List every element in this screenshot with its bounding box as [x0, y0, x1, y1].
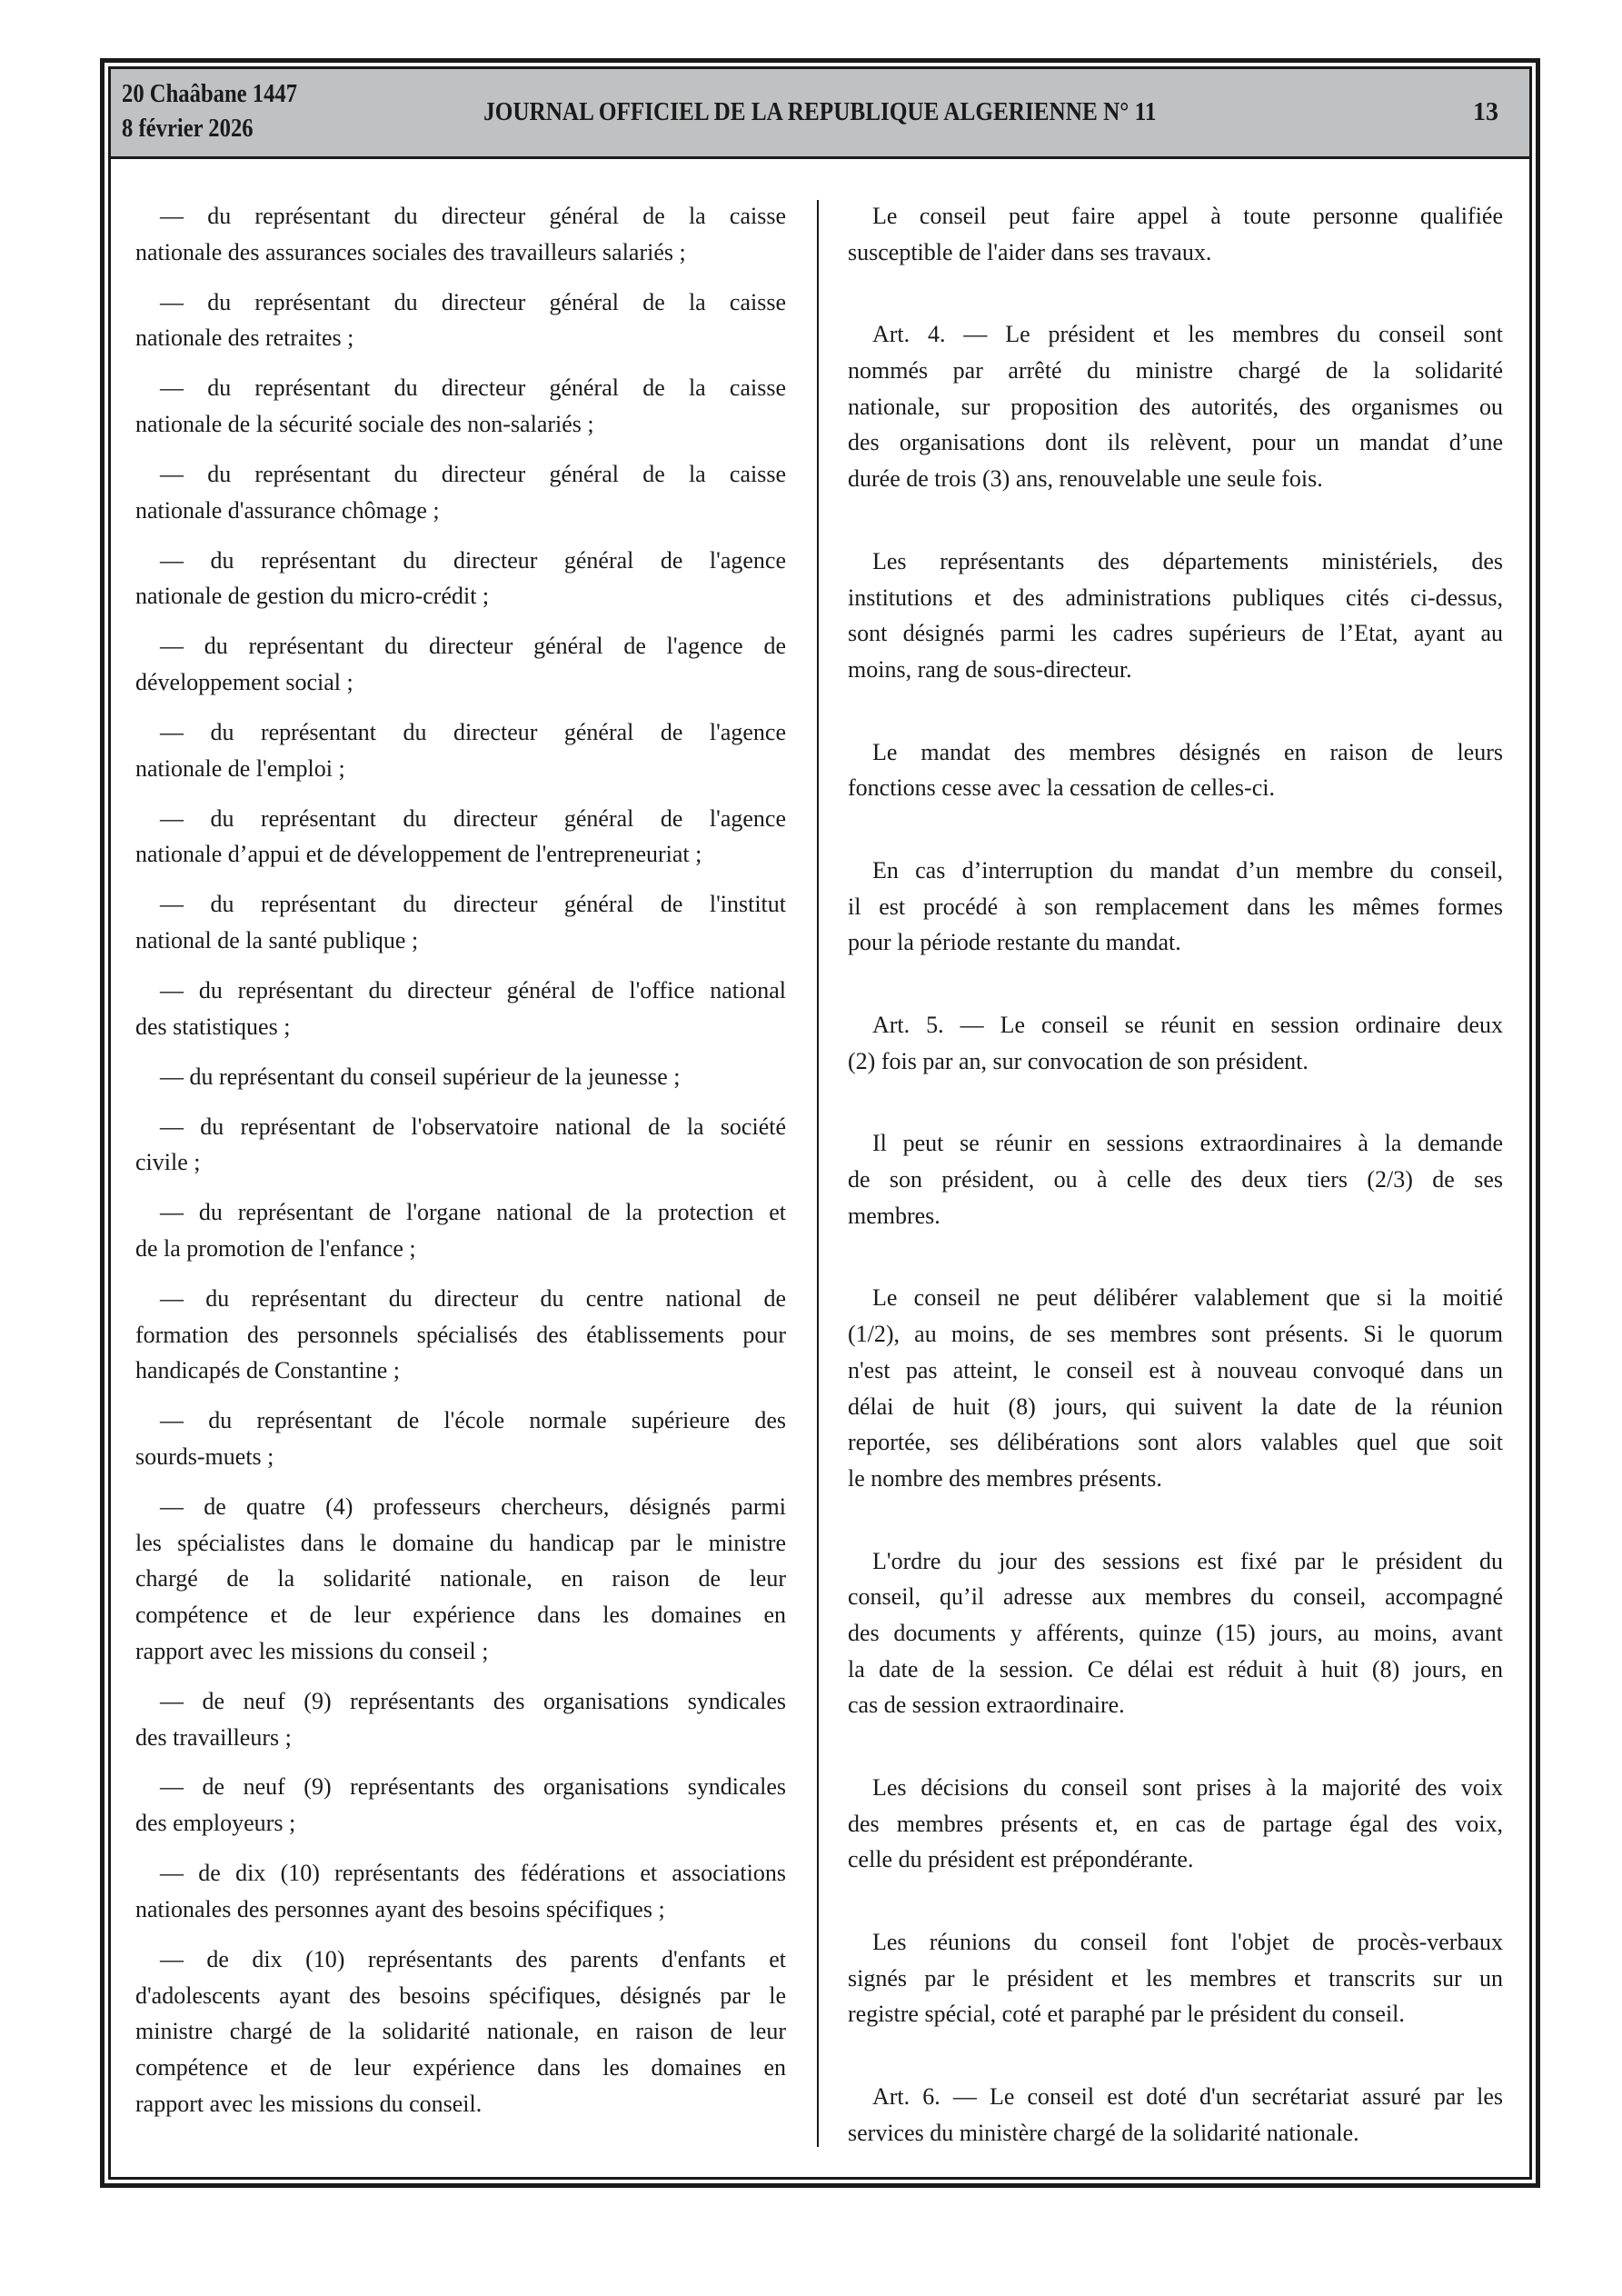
text-line-content: — du représentant de l'observatoire national de la société	[160, 1113, 786, 1140]
text-line	[135, 2050, 786, 2086]
text-line	[135, 2013, 786, 2050]
text-line-content: développement social ;	[135, 669, 353, 696]
paragraph	[135, 1489, 786, 1669]
text-line-content: durée de trois (3) ans, renouvelable une seule fois.	[848, 465, 1323, 493]
text-line	[135, 456, 786, 493]
text-line-content: Art. 4. — Le président et les membres du conseil sont	[872, 321, 1503, 348]
text-line	[135, 2086, 786, 2122]
text-line	[848, 1579, 1503, 1615]
text-line	[848, 1652, 1503, 1688]
text-line-content: Art. 5. — Le conseil se réunit en session ordinaire deux	[872, 1012, 1503, 1038]
text-line	[135, 1942, 786, 1978]
text-line	[135, 578, 786, 614]
text-line-content: des employeurs ;	[135, 1810, 296, 1837]
text-line-content: — du représentant du directeur général de la caisse	[160, 374, 786, 402]
text-line-content: nationale, sur proposition des autorités, des organismes ou	[848, 393, 1503, 420]
text-line-content: — du représentant du directeur général de l'agence	[160, 546, 786, 574]
text-line-content: — du représentant du directeur général de l'institut	[160, 891, 786, 918]
paragraph	[135, 198, 786, 270]
paragraph	[135, 886, 786, 958]
text-line-content: nommés par arrêté du ministre chargé de la solidarité	[848, 357, 1503, 384]
text-line-content: — du représentant du directeur général de la caisse	[160, 288, 786, 315]
text-line	[848, 580, 1503, 616]
text-line	[848, 389, 1503, 425]
text-line-content: ministre chargé de la solidarité nationale, en raison de leur	[135, 2018, 786, 2045]
paragraph	[135, 801, 786, 873]
text-line	[848, 889, 1503, 925]
text-line-content: cas de session extraordinaire.	[848, 1692, 1125, 1719]
paragraph	[135, 1109, 786, 1181]
text-line-content: nationale de gestion du micro-crédit ;	[135, 583, 490, 610]
text-line-content: des organisations dont ils relèvent, pour un mandat d’une	[848, 429, 1503, 456]
text-line-content: (1/2), au moins, de ses membres sont présents. Si le quorum	[848, 1321, 1503, 1348]
text-line-content: Le mandat des membres désignés en raison de leurs	[872, 738, 1503, 765]
paragraph	[135, 973, 786, 1044]
text-line-content: sourds-muets ;	[135, 1443, 274, 1471]
text-line-content: nationale d’appui et de développement de l'entrepreneuriat ;	[135, 841, 702, 868]
text-line	[135, 1633, 786, 1670]
text-line-content: nationale de l'emploi ;	[135, 754, 345, 782]
text-line-content: Le conseil peut faire appel à toute personne qualifiée	[872, 203, 1503, 229]
text-line	[135, 714, 786, 751]
hijri-date: 20 Chaâbane 1447	[122, 80, 298, 108]
text-line	[135, 1683, 786, 1720]
text-line-content: formation des personnels spécialisés des établissements pour	[135, 1321, 786, 1348]
text-line-content: Il peut se réunir en sessions extraordinaires à la demande	[872, 1130, 1503, 1157]
text-line	[848, 770, 1503, 806]
text-line	[848, 1043, 1503, 1080]
text-line	[135, 801, 786, 837]
text-line	[848, 1842, 1503, 1878]
text-line-content: les spécialistes dans le domaine du handicap par le ministre	[135, 1529, 786, 1556]
text-line-content: compétence et de leur expérience dans les domaines en	[135, 1602, 786, 1629]
text-line	[135, 1317, 786, 1353]
text-line-content: — du représentant du directeur général de l'agence	[160, 804, 786, 832]
text-line-content: il est procédé à son remplacement dans les mêmes formes	[848, 893, 1503, 920]
paragraph	[848, 1543, 1503, 1723]
text-line	[848, 1961, 1503, 1997]
text-line	[848, 1280, 1503, 1316]
text-line	[848, 1389, 1503, 1425]
paragraph	[135, 714, 786, 786]
text-line	[135, 1525, 786, 1562]
paragraph	[848, 316, 1503, 496]
text-line	[848, 1316, 1503, 1353]
text-line	[135, 886, 786, 923]
text-line	[848, 2115, 1503, 2151]
text-line-content: — de quatre (4) professeurs chercheurs, désignés parmi	[160, 1493, 786, 1521]
text-line-content: Les réunions du conseil font l'objet de procès-verbaux	[872, 1929, 1503, 1956]
journal-header	[111, 69, 1529, 159]
text-line	[135, 1489, 786, 1525]
text-line-content: national de la santé publique ;	[135, 927, 419, 954]
paragraph	[135, 285, 786, 356]
paragraph	[135, 628, 786, 700]
text-line-content: moins, rang de sous-directeur.	[848, 655, 1132, 683]
paragraph	[135, 1769, 786, 1841]
text-line	[135, 1403, 786, 1439]
paragraph	[848, 853, 1503, 961]
text-line	[848, 1770, 1503, 1806]
text-line	[135, 1009, 786, 1045]
text-line	[848, 1615, 1503, 1652]
text-line-content: nationale d'assurance chômage ;	[135, 496, 440, 524]
paragraph	[848, 1924, 1503, 2032]
text-line	[848, 1924, 1503, 1961]
text-line	[848, 734, 1503, 771]
paragraph	[848, 1007, 1503, 1079]
text-line-content: handicapés de Constantine ;	[135, 1357, 400, 1384]
text-line-content: délai de huit (8) jours, qui suivent la date de la réunion	[848, 1393, 1503, 1420]
text-line-content: n'est pas atteint, le conseil est à nouveau convoqué dans un	[848, 1356, 1503, 1383]
text-line	[848, 461, 1503, 497]
text-line	[848, 1125, 1503, 1162]
paragraph	[135, 1194, 786, 1266]
text-line-content: reportée, ses délibérations sont alors valables quel que soit	[848, 1429, 1503, 1456]
gregorian-date: 8 février 2026	[122, 115, 254, 143]
text-line	[848, 198, 1503, 235]
text-line-content: Le conseil ne peut délibérer valablement que si la moitié	[872, 1284, 1503, 1312]
text-line	[848, 1996, 1503, 2032]
paragraph	[848, 1125, 1503, 1233]
text-line	[135, 1769, 786, 1805]
text-line-content: compétence et de leur expérience dans les domaines en	[135, 2053, 786, 2081]
text-line	[848, 424, 1503, 461]
paragraph	[848, 734, 1503, 806]
text-line-content: rapport avec les missions du conseil.	[135, 2090, 483, 2117]
text-line	[135, 1059, 786, 1095]
text-line-content: — du représentant du directeur général de l'agence	[160, 719, 786, 746]
text-line	[848, 1162, 1503, 1198]
text-line	[135, 1978, 786, 2014]
text-line	[135, 628, 786, 664]
text-line	[135, 370, 786, 406]
paragraph	[135, 1059, 786, 1095]
text-line-content: En cas d’interruption du mandat d’un membre du conseil,	[872, 856, 1503, 883]
journal-title-text: JOURNAL OFFICIEL DE LA REPUBLIQUE ALGERIENNE N° 11	[483, 98, 1157, 126]
text-line	[135, 836, 786, 873]
text-line	[848, 2079, 1503, 2115]
text-line-content: — du représentant du directeur général de l'office national	[160, 977, 786, 1004]
text-line	[135, 235, 786, 271]
page-number: 13	[1473, 98, 1498, 126]
text-line	[135, 1231, 786, 1267]
paragraph	[135, 456, 786, 528]
text-line	[135, 493, 786, 529]
text-line-content: membres.	[848, 1202, 940, 1229]
text-line	[848, 316, 1503, 353]
paragraph	[135, 543, 786, 614]
text-line-content: (2) fois par an, sur convocation de son président.	[848, 1047, 1309, 1074]
text-line	[848, 1353, 1503, 1389]
text-line-content: — de neuf (9) représentants des organisations syndicales	[160, 1687, 786, 1714]
text-line-content: des documents y afférents, quinze (15) jours, au moins, avant	[848, 1619, 1503, 1646]
text-line	[135, 1439, 786, 1475]
text-line	[135, 1194, 786, 1231]
text-line-content: Les représentants des départements ministériels, des	[872, 547, 1503, 574]
text-line	[848, 853, 1503, 889]
text-line	[135, 751, 786, 787]
text-line	[848, 1198, 1503, 1234]
text-line	[135, 406, 786, 443]
text-line-content: des membres présents et, en cas de partage égal des voix,	[848, 1810, 1503, 1837]
text-line-content: registre spécial, coté et paraphé par le président du conseil.	[848, 2001, 1405, 2028]
text-line-content: — du représentant du directeur général de la caisse	[160, 461, 786, 488]
text-line-content: nationales des personnes ayant des besoins spécifiques ;	[135, 1895, 665, 1922]
text-line-content: rapport avec les missions du conseil ;	[135, 1637, 489, 1664]
paragraph	[848, 2079, 1503, 2151]
column-divider	[817, 200, 819, 2147]
text-line-content: fonctions cesse avec la cessation de celles-ci.	[848, 774, 1275, 802]
paragraph	[135, 1281, 786, 1389]
text-line	[848, 544, 1503, 580]
paragraph	[135, 1942, 786, 2121]
text-line-content: L'ordre du jour des sessions est fixé par le président du	[872, 1547, 1503, 1574]
text-line-content: civile ;	[135, 1149, 201, 1176]
text-line-content: signés par le président et les membres et transcrits sur un	[848, 1964, 1503, 1992]
paragraph	[135, 1855, 786, 1927]
text-line	[135, 923, 786, 959]
text-line-content: — du représentant du directeur général de la caisse	[160, 203, 786, 229]
text-line	[135, 320, 786, 356]
text-line-content: — de dix (10) représentants des parents d'enfants et	[160, 1945, 786, 1972]
text-line-content: — du représentant du directeur du centre national de	[160, 1285, 786, 1313]
text-line	[848, 1543, 1503, 1580]
text-line	[848, 1007, 1503, 1043]
text-line-content: — de dix (10) représentants des fédérations et associations	[160, 1860, 786, 1887]
text-line-content: d'adolescents ayant des besoins spécifiques, désignés par le	[135, 1982, 786, 2009]
paragraph	[848, 198, 1503, 270]
text-line	[848, 1806, 1503, 1842]
text-line	[135, 1561, 786, 1597]
text-line	[848, 1424, 1503, 1461]
text-line	[848, 1687, 1503, 1723]
right-column	[848, 198, 1503, 2198]
text-line	[135, 973, 786, 1009]
text-line-content: nationale de la sécurité sociale des non-salariés ;	[135, 411, 594, 438]
text-line	[848, 924, 1503, 961]
text-line	[135, 664, 786, 701]
text-line-content: Art. 6. — Le conseil est doté d'un secrétariat assuré par les	[872, 2083, 1503, 2111]
text-line	[135, 198, 786, 235]
text-line-content: — du représentant de l'organe national de la protection et	[160, 1199, 786, 1226]
text-line-content: — du représentant du directeur général de l'agence de	[160, 633, 786, 660]
text-line	[848, 615, 1503, 652]
text-line-content: services du ministère chargé de la solidarité nationale.	[848, 2119, 1359, 2146]
text-line-content: sont désignés parmi les cadres supérieurs de l’Etat, ayant au	[848, 620, 1503, 647]
text-line-content: des statistiques ;	[135, 1013, 291, 1040]
text-line-content: la date de la session. Ce délai est réduit à huit (8) jours, en	[848, 1655, 1503, 1682]
paragraph	[848, 1770, 1503, 1878]
text-line	[135, 1144, 786, 1181]
paragraph	[848, 544, 1503, 688]
text-line	[135, 1109, 786, 1145]
text-line-content: — de neuf (9) représentants des organisations syndicales	[160, 1773, 786, 1801]
text-line	[135, 1281, 786, 1317]
paragraph	[135, 370, 786, 442]
text-line	[135, 1597, 786, 1633]
text-line-content: de la promotion de l'enfance ;	[135, 1235, 416, 1263]
left-column	[135, 198, 786, 2136]
text-line	[848, 1461, 1503, 1497]
text-line	[135, 1855, 786, 1892]
text-line	[135, 1805, 786, 1842]
text-line	[848, 652, 1503, 688]
paragraph	[848, 1280, 1503, 1496]
text-line-content: nationale des assurances sociales des travailleurs salariés ;	[135, 238, 686, 265]
text-line-content: pour la période restante du mandat.	[848, 929, 1181, 956]
text-line	[135, 1892, 786, 1928]
text-line	[848, 235, 1503, 271]
paragraph	[135, 1683, 786, 1755]
text-line-content: le nombre des membres présents.	[848, 1464, 1162, 1492]
text-line	[135, 543, 786, 579]
text-line-content: chargé de la solidarité nationale, en raison de leur	[135, 1565, 786, 1592]
text-line	[848, 353, 1503, 389]
text-line	[135, 1353, 786, 1389]
text-line-content: nationale des retraites ;	[135, 324, 354, 352]
text-line-content: — du représentant du conseil supérieur de la jeunesse ;	[160, 1063, 681, 1090]
text-line-content: conseil, qu’il adresse aux membres du conseil, accompagné	[848, 1583, 1503, 1611]
text-line-content: — du représentant de l'école normale supérieure des	[160, 1407, 786, 1434]
journal-title	[111, 98, 1529, 127]
text-line-content: de son président, ou à celle des deux tiers (2/3) de ses	[848, 1166, 1503, 1193]
paragraph	[135, 1403, 786, 1474]
text-line-content: des travailleurs ;	[135, 1723, 292, 1751]
text-line-content: celle du président est prépondérante.	[848, 1846, 1194, 1873]
text-line-content: Les décisions du conseil sont prises à la majorité des voix	[872, 1774, 1503, 1801]
text-line-content: institutions et des administrations publiques cités ci-dessus,	[848, 584, 1503, 611]
text-line	[135, 1720, 786, 1756]
text-line-content: susceptible de l'aider dans ses travaux.	[848, 238, 1212, 265]
text-line	[135, 285, 786, 321]
